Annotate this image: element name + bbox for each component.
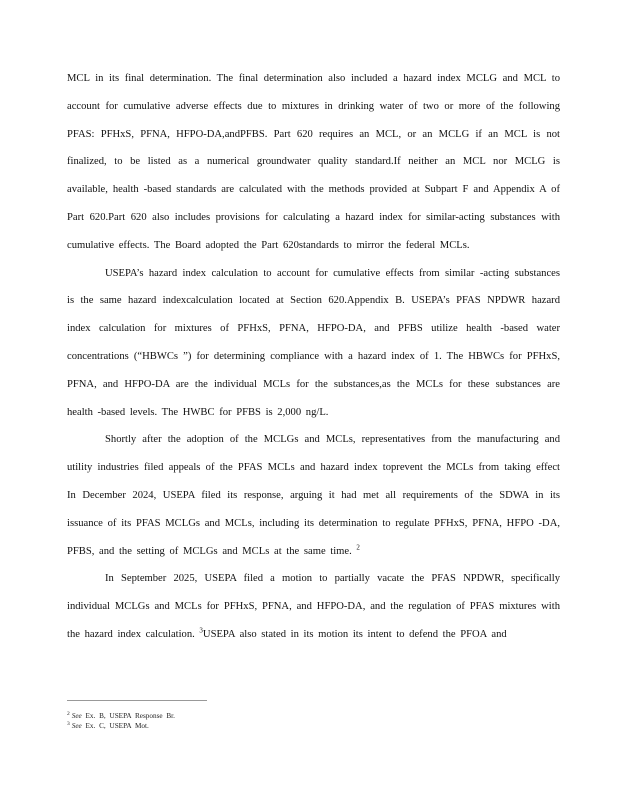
paragraph-text: USEPA also stated in its motion its intent to defend the PFOA and — [202, 628, 507, 640]
footnote — [67, 711, 367, 721]
paragraph-text: MCL in its final determination. The final determination also included a hazard index MCLG and MCL to account for cumulative adverse effects due to mixtures in drinking water of two or more of the following PFAS: PFHxS, PFNA, HFPO-DA,andPFBS. Part 620 requires an MCL, or an MCLG if an MCL is not finalized, to be listed as a numerical groundwater quality standard.If neither an MCL nor MCLG is available, health -based standards are calculated with the methods provided at Subpart F and Appendix A of Part 620.Part 620 also includes provisions for calculating a hazard index for similar-acting substances with cumulative effects. The Board adopted the Part 620standards to mirror the federal MCLs. — [67, 73, 560, 251]
body-paragraph — [67, 426, 560, 565]
footnote-number: 2 — [67, 710, 70, 717]
footnote-separator — [67, 700, 207, 701]
footnote-number: 3 — [67, 720, 70, 727]
footnotes — [67, 711, 367, 731]
footnote — [67, 721, 367, 731]
paragraph-text: Shortly after the adoption of the MCLGs and MCLs, representatives from the manufacturing and utility industries filed appeals of the PFAS MCLs and hazard index toprevent the MCLs from taking effect In December 2024, USEPA filed its response, arguing it had met all requirements of the SDWA in its issuance of its PFAS MCLGs and MCLs, including its determination to regulate PFHxS, PFNA, HFPO -DA, PFBS, and the setting of MCLGs and MCLs at the same time. — [67, 434, 560, 557]
footnote-signal: See — [71, 712, 82, 720]
paragraph-text: USEPA’s hazard index calculation to account for cumulative effects from similar -acting substances is the same hazard indexcalculation located at Section 620.Appendix B. USEPA’s PFAS NPDWR hazard index calculation for mixtures of PFHxS, PFNA, HFPO-DA, and PFBS utilize health -based water concentrations (“HBWCs ”) for determining compliance with a hazard index of 1. The HBWCs for PFHxS, PFNA, and HFPO-DA are the individual MCLs for the substances,as the MCLs for these substances are health -based levels. The HWBC for PFBS is 2,000 ng/L. — [67, 267, 560, 418]
footnote-citation: Ex. C, USEPA Mot. — [85, 722, 149, 730]
body-text — [67, 65, 560, 649]
paragraph-text: In September 2025, USEPA filed a motion to partially vacate the PFAS NPDWR, specifically individual MCLGs and MCLs for PFHxS, PFNA, and HFPO-DA, and the regulation of PFAS mixtures with the hazard index calculation. — [67, 573, 560, 640]
body-paragraph — [67, 565, 560, 648]
body-paragraph — [67, 260, 560, 427]
footnote-citation: Ex. B, USEPA Response Br. — [85, 712, 175, 720]
footnote-reference: 3 — [199, 626, 203, 635]
footnote-reference: 2 — [356, 543, 360, 552]
body-paragraph — [67, 65, 560, 260]
footnote-signal: See — [71, 722, 82, 730]
